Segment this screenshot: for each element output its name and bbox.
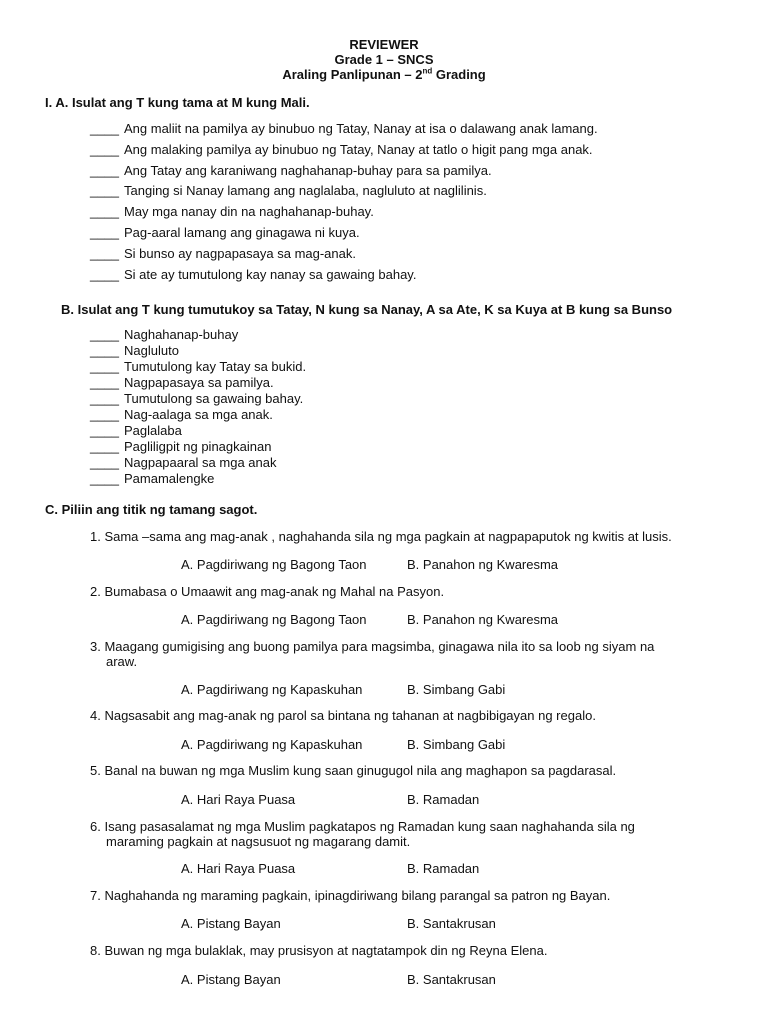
- document-header: [0, 37, 768, 82]
- header-title: REVIEWER: [349, 37, 419, 52]
- option-a[interactable]: A. Pagdiriwang ng Kapaskuhan: [181, 737, 363, 752]
- list-item: ____Nagluluto: [90, 343, 306, 359]
- question-3: 3. Maagang gumigising ang buong pamilya para magsimba, ginagawa nila ito sa loob ng siyam na araw.: [90, 639, 655, 669]
- question-2: 2. Bumabasa o Umaawit ang mag-anak ng Mahal na Pasyon.: [90, 584, 445, 599]
- option-a[interactable]: A. Pagdiriwang ng Bagong Taon: [181, 612, 367, 627]
- answer-blank[interactable]: [90, 223, 124, 244]
- question-4: 4. Nagsasabit ang mag-anak ng parol sa bintana ng tahanan at nagbibigayan ng regalo.: [90, 708, 596, 723]
- list-item: ____Naghahanap-buhay: [90, 327, 306, 343]
- answer-blank[interactable]: [90, 265, 124, 286]
- list-item: ____Ang maliit na pamilya ay binubuo ng Tatay, Nanay at isa o dalawang anak lamang.: [90, 119, 598, 140]
- list-item: ____Nag-aalaga sa mga anak.: [90, 407, 306, 423]
- answer-blank[interactable]: [90, 181, 124, 202]
- option-a[interactable]: A. Pistang Bayan: [181, 916, 281, 931]
- section-a-list: [90, 119, 598, 285]
- header-subject: Araling Panlipunan – 2nd Grading: [282, 66, 486, 82]
- option-a[interactable]: A. Hari Raya Puasa: [181, 792, 296, 807]
- section-b-title: B. Isulat ang T kung tumutukoy sa Tatay, N kung sa Nanay, A sa Ate, K sa Kuya at B kung sa Bunso: [61, 302, 673, 317]
- option-a[interactable]: A. Pagdiriwang ng Kapaskuhan: [181, 682, 363, 697]
- list-item: ____May mga nanay din na naghahanap-buhay.: [90, 202, 598, 223]
- list-item: ____Tanging si Nanay lamang ang naglalaba, nagluluto at naglilinis.: [90, 181, 598, 202]
- answer-blank[interactable]: [90, 471, 124, 487]
- option-b[interactable]: B. Simbang Gabi: [407, 682, 506, 697]
- answer-blank[interactable]: [90, 391, 124, 407]
- list-item: ____Si bunso ay nagpapasaya sa mag-anak.: [90, 244, 598, 265]
- option-a[interactable]: A. Pagdiriwang ng Bagong Taon: [181, 557, 367, 572]
- question-7: 7. Naghahanda ng maraming pagkain, ipinagdiriwang bilang parangal sa patron ng Bayan.: [90, 888, 611, 903]
- option-b[interactable]: B. Ramadan: [407, 792, 480, 807]
- list-item: ____Nagpapaaral sa mga anak: [90, 455, 306, 471]
- question-6: 6. Isang pasasalamat ng mga Muslim pagkatapos ng Ramadan kung saan naghahanda sila ng maraming pagkain at nagsusuot ng magarang damit.: [90, 819, 635, 849]
- option-b[interactable]: B. Santakrusan: [407, 916, 496, 931]
- answer-blank[interactable]: [90, 327, 124, 343]
- answer-blank[interactable]: [90, 455, 124, 471]
- section-b-list: [90, 327, 306, 487]
- list-item: ____Ang Tatay ang karaniwang naghahanap-buhay para sa pamilya.: [90, 161, 598, 182]
- option-a[interactable]: A. Pistang Bayan: [181, 972, 281, 987]
- option-b[interactable]: B. Ramadan: [407, 861, 480, 876]
- list-item: ____Tumutulong sa gawaing bahay.: [90, 391, 306, 407]
- question-8: 8. Buwan ng mga bulaklak, may prusisyon at nagtatampok din ng Reyna Elena.: [90, 943, 548, 958]
- question-5: 5. Banal na buwan ng mga Muslim kung saan ginugugol nila ang maghapon sa pagdarasal.: [90, 763, 617, 778]
- answer-blank[interactable]: [90, 202, 124, 223]
- list-item: ____Tumutulong kay Tatay sa bukid.: [90, 359, 306, 375]
- answer-blank[interactable]: [90, 161, 124, 182]
- answer-blank[interactable]: [90, 375, 124, 391]
- section-a-title: I. A. Isulat ang T kung tama at M kung Mali.: [45, 95, 310, 110]
- answer-blank[interactable]: [90, 244, 124, 265]
- option-b[interactable]: B. Panahon ng Kwaresma: [407, 557, 559, 572]
- question-1: 1. Sama –sama ang mag-anak , naghahanda sila ng mga pagkain at nagpapaputok ng kwitis at lusis.: [90, 529, 672, 544]
- list-item: ____Paglalaba: [90, 423, 306, 439]
- list-item: ____Pag-aaral lamang ang ginagawa ni kuya.: [90, 223, 598, 244]
- option-a[interactable]: A. Hari Raya Puasa: [181, 861, 296, 876]
- list-item: ____Si ate ay tumutulong kay nanay sa gawaing bahay.: [90, 265, 598, 286]
- answer-blank[interactable]: [90, 439, 124, 455]
- list-item: ____Pamamalengke: [90, 471, 306, 487]
- section-c-title: C. Piliin ang titik ng tamang sagot.: [45, 502, 258, 517]
- option-b[interactable]: B. Panahon ng Kwaresma: [407, 612, 559, 627]
- list-item: ____Nagpapasaya sa pamilya.: [90, 375, 306, 391]
- answer-blank[interactable]: [90, 343, 124, 359]
- answer-blank[interactable]: [90, 140, 124, 161]
- option-b[interactable]: B. Santakrusan: [407, 972, 496, 987]
- list-item: ____Ang malaking pamilya ay binubuo ng Tatay, Nanay at tatlo o higit pang mga anak.: [90, 140, 598, 161]
- answer-blank[interactable]: [90, 119, 124, 140]
- answer-blank[interactable]: [90, 407, 124, 423]
- header-grade: Grade 1 – SNCS: [334, 52, 434, 67]
- answer-blank[interactable]: [90, 359, 124, 375]
- answer-blank[interactable]: [90, 423, 124, 439]
- list-item: ____Pagliligpit ng pinagkainan: [90, 439, 306, 455]
- option-b[interactable]: B. Simbang Gabi: [407, 737, 506, 752]
